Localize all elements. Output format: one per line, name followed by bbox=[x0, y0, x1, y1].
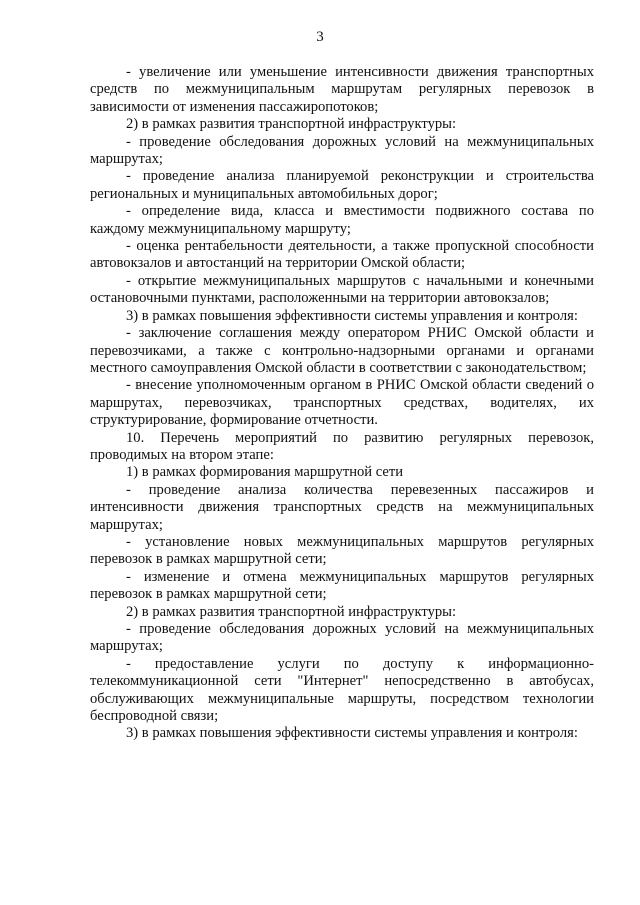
paragraph-6: - открытие межмуниципальных маршрутов с начальными и конечными остановочными пунктами, расположенными на территории автовокзалов; bbox=[90, 272, 594, 307]
paragraph-13: - установление новых межмуниципальных маршрутов регулярных перевозок в рамках маршрутной сети; bbox=[90, 533, 594, 568]
paragraph-0: - увеличение или уменьшение интенсивности движения транспортных средств по межмуниципальным маршрутам регулярных перевозок в зависимости от изменения пассажиропотоков; bbox=[90, 64, 594, 115]
paragraph-8: - заключение соглашения между оператором РНИС Омской области и перевозчиками, а также с контрольно-надзорными органами и органами местного самоуправления Омской области в соответствии с законодательством; bbox=[90, 325, 594, 376]
page-number: 3 bbox=[316, 29, 324, 45]
paragraph-2: - проведение обследования дорожных условий на межмуниципальных маршрутах; bbox=[90, 133, 594, 168]
paragraph-17: - предоставление услуги по доступу к информационно-телекоммуникационной сети "Интернет" непосредственно в автобусах, обслуживающих межмуниципальные маршруты, посредством технологии беспроводной связи; bbox=[90, 655, 594, 725]
paragraph-18: 3) в рамках повышения эффективности системы управления и контроля: bbox=[126, 725, 578, 742]
paragraph-5: - оценка рентабельности деятельности, а также пропускной способности автовокзалов и автостанций на территории Омской области; bbox=[90, 238, 594, 272]
paragraph-15: 2) в рамках развития транспортной инфраструктуры: bbox=[126, 603, 457, 620]
paragraph-10: 10. Перечень мероприятий по развитию регулярных перевозок, проводимых на втором этапе: bbox=[90, 429, 594, 463]
paragraph-12: - проведение анализа количества перевезенных пассажиров и интенсивности движения транспортных средств на межмуниципальных маршрутах; bbox=[90, 481, 594, 533]
paragraph-16: - проведение обследования дорожных условий на межмуниципальных маршрутах; bbox=[90, 621, 594, 655]
paragraph-3: - проведение анализа планируемой реконструкции и строительства региональных и муниципальных автомобильных дорог; bbox=[90, 168, 594, 202]
paragraph-11: 1) в рамках формирования маршрутной сети bbox=[126, 464, 404, 481]
document-body bbox=[90, 64, 594, 743]
paragraph-1: 2) в рамках развития транспортной инфраструктуры: bbox=[126, 116, 457, 133]
paragraph-9: - внесение уполномоченным органом в РНИС Омской области сведений о маршрутах, перевозчиках, транспортных средствах, водителях, их структурирование, формирование отчетности. bbox=[90, 377, 594, 429]
paragraph-4: - определение вида, класса и вместимости подвижного состава по каждому межмуниципальному маршруту; bbox=[90, 203, 594, 237]
paragraph-14: - изменение и отмена межмуниципальных маршрутов регулярных перевозок в рамках маршрутной сети; bbox=[90, 568, 594, 603]
paragraph-7: 3) в рамках повышения эффективности системы управления и контроля: bbox=[126, 307, 578, 324]
